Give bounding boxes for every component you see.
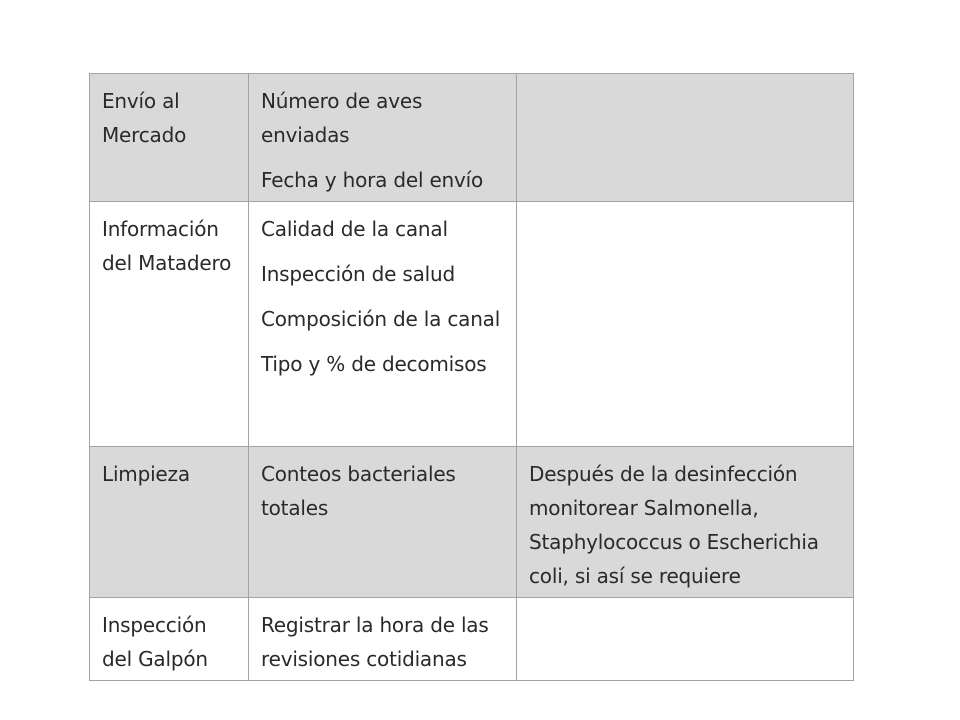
items-cell — [249, 202, 517, 447]
category-cell — [90, 202, 249, 447]
category-cell — [90, 598, 249, 681]
note-cell — [517, 202, 854, 447]
note-cell — [517, 74, 854, 202]
list-item: Conteos bacteriales totales — [261, 462, 456, 520]
list-item: Tipo y % de decomisos — [261, 352, 487, 376]
list-item: Inspección de salud — [261, 262, 455, 286]
category-cell — [90, 74, 249, 202]
note-cell — [517, 598, 854, 681]
items-cell — [249, 447, 517, 598]
list-item: Composición de la canal — [261, 307, 501, 331]
list-item: Fecha y hora del envío — [261, 168, 484, 192]
table-row-informacion-del-matadero — [90, 202, 854, 447]
table-row-envio-al-mercado — [90, 74, 854, 202]
note-text: Después de la desinfección monitorear Salmonella, Staphylococcus o Escherichia coli, si así se requiere — [529, 462, 819, 588]
items-cell — [249, 598, 517, 681]
items-cell — [249, 74, 517, 202]
note-cell — [517, 447, 854, 598]
table-row-limpieza — [90, 447, 854, 598]
category-label: Envío al Mercado — [102, 89, 187, 147]
category-label: Inspección del Galpón — [102, 613, 208, 671]
category-cell — [90, 447, 249, 598]
table-row-inspeccion-del-galpon — [90, 598, 854, 681]
category-label: Información del Matadero — [102, 217, 232, 275]
records-table — [89, 73, 854, 681]
list-item: Registrar la hora de las revisiones cotidianas — [261, 613, 489, 671]
category-label: Limpieza — [102, 462, 190, 486]
list-item: Número de aves enviadas — [261, 89, 423, 147]
list-item: Calidad de la canal — [261, 217, 448, 241]
